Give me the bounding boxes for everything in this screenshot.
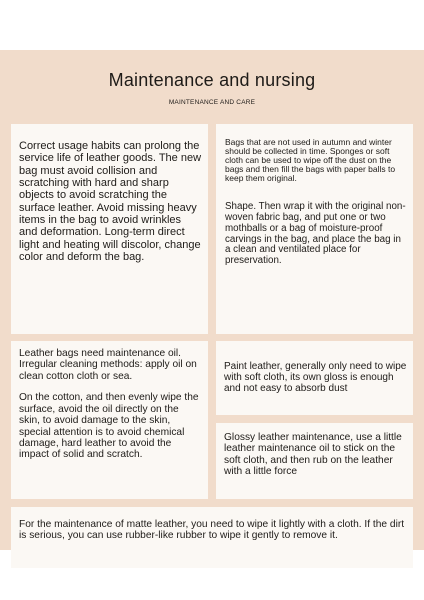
matte-leather-card (11, 507, 413, 568)
matte-leather-text: For the maintenance of matte leather, you need to wipe it lightly with a cloth. If the dirt is serious, you can use rubber-like rubber to wipe it gently to remove it. (19, 519, 405, 542)
usage-habits-text: Correct usage habits can prolong the service life of leather goods. The new bag must avoid collision and scratching with hard and sharp objects to avoid scratching the surface leather. Avoid missing heavy items in the bag to avoid wrinkles and deformation. Long-term direct light and heating will discolor, change color and deform the bag. (19, 140, 202, 263)
usage-habits-card (11, 124, 208, 334)
paint-leather-card (216, 341, 413, 415)
page-subtitle: MAINTENANCE AND CARE (168, 99, 256, 106)
storage-shape-text: Shape. Then wrap it with the original non-woven fabric bag, and put one or two mothballs or a bag of moisture-proof carvings in the bag, and place the bag in a clean and ventilated place for preservation. (225, 200, 406, 267)
glossy-leather-card (216, 423, 413, 499)
glossy-leather-text: Glossy leather maintenance, use a little leather maintenance oil to stick on the soft cloth, and then rub on the leather with a little force (224, 432, 402, 478)
storage-card (216, 124, 413, 334)
paint-leather-text: Paint leather, generally only need to wipe with soft cloth, its own gloss is enough and not easy to absorb dust (224, 361, 407, 395)
oil-intro-text: Leather bags need maintenance oil. Irregular cleaning methods: apply oil on clean cotton cloth or sea. (19, 348, 197, 382)
page-title: Maintenance and nursing (108, 70, 316, 90)
maintenance-oil-card (11, 341, 208, 499)
oil-method-text: On the cotton, and then evenly wipe the surface, avoid the oil directly on the skin, to avoid damage to the skin, special attention is to avoid chemical damage, hard leather to avoid the impact of solid and scratch. (19, 392, 199, 461)
storage-note-text: Bags that are not used in autumn and winter should be collected in time. Sponges or soft cloth can be used to wipe off the dust on the bags and then fill the bags with paper balls to keep them original. (225, 137, 396, 183)
care-page (0, 50, 424, 550)
